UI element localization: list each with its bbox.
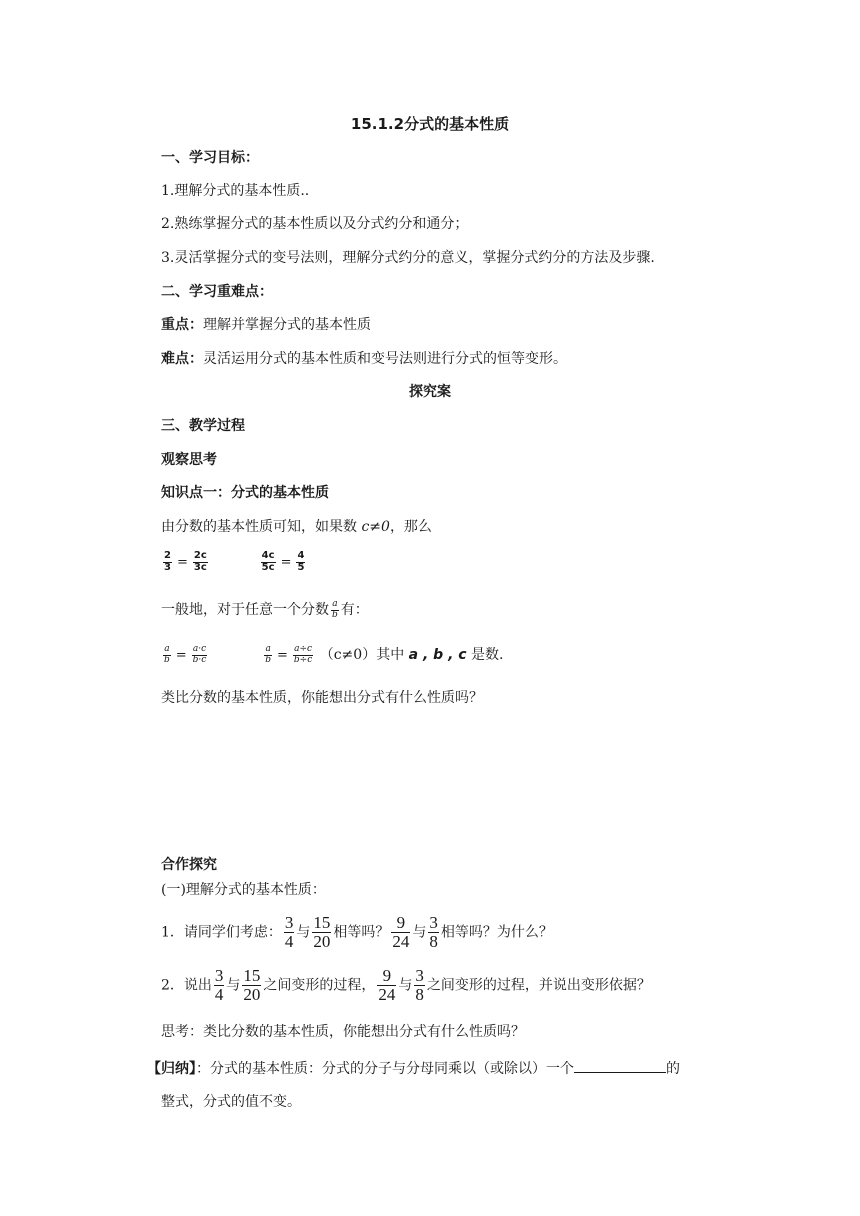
- cooperation-heading: 合作探究: [161, 857, 217, 873]
- summary-end: 的: [666, 1061, 680, 1077]
- section-heading-key-points: 二、学习重难点：: [161, 284, 273, 300]
- rule-variables: a , b , c: [408, 647, 467, 663]
- fraction: $\frac{a}{b}$: [265, 644, 272, 665]
- intro-tail: ，那么: [389, 519, 432, 535]
- summary-text: ：分式的基本性质：分式的分子与分母同乘以（或除以）一个: [196, 1061, 574, 1077]
- fraction: $\frac{a\div c}{b\div c}$: [293, 644, 313, 665]
- fraction: $\frac{2}{3}$: [164, 550, 171, 573]
- intro-text: 由分数的基本性质可知，如果数: [161, 519, 357, 535]
- rule-tail-text: 其中: [376, 647, 405, 663]
- fill-in-blank[interactable]: [574, 1058, 666, 1073]
- general-text: 一般地，对于任意一个分数: [161, 602, 329, 618]
- summary-label: 【归纳】: [147, 1061, 196, 1077]
- fraction: $\frac{3}{4}$: [284, 913, 294, 951]
- difficult-point: [161, 349, 567, 369]
- key-point-text: 理解并掌握分式的基本性质: [203, 317, 371, 333]
- rule-condition: （c≠0）: [319, 647, 377, 663]
- observe-heading: 观察思考: [161, 452, 217, 468]
- fraction: $\frac{9}{24}$: [378, 966, 396, 1004]
- summary-line-2: 整式，分式的值不变。: [161, 1094, 301, 1110]
- section-heading-process: 三、教学过程: [161, 418, 245, 434]
- fraction: $\frac{a}{b}$: [164, 644, 170, 665]
- fraction: $\frac{a\cdot c}{b\cdot c}$: [192, 644, 207, 665]
- difficult-point-label: 难点：: [161, 351, 203, 367]
- fraction: $\frac{15}{20}$: [243, 966, 261, 1004]
- key-point: [161, 315, 371, 335]
- goal-item-2: 2.熟练掌握分式的基本性质以及分式约分和通分；: [161, 216, 469, 232]
- general-tail: 有：: [340, 602, 369, 618]
- question-2: 2．说出 $\frac{3}{4}$ 与 $\frac{15}{20}$ 之间变形的过程， $\frac{9}{24}$ 与 $\frac{3}{8}$ 之间变形的过程，并说出变形依据？: [161, 966, 651, 1004]
- fraction: $\frac{a}{b}$: [332, 599, 338, 620]
- intro-sentence: [161, 517, 432, 537]
- knowledge-point-heading: 知识点一：分式的基本性质: [161, 485, 329, 501]
- summary-line-1: [147, 1058, 680, 1079]
- key-point-label: 重点：: [161, 317, 203, 333]
- fraction-rules: $\frac{a}{b}$ = $\frac{a\cdot c}{b\cdot c}$ $\frac{a}{b}$ = $\frac{a\div c}{b\div c}$ （c≠0）其中 a , b , c 是数.: [164, 644, 504, 665]
- fraction: $\frac{4c}{5c}$: [261, 550, 275, 573]
- fraction: $\frac{3}{4}$: [214, 966, 224, 1004]
- fraction: $\frac{2c}{3c}$: [193, 550, 207, 573]
- page-title: 15.1.2分式的基本性质: [350, 115, 510, 133]
- fraction: $\frac{4}{5}$: [297, 550, 305, 573]
- general-sentence: [161, 600, 369, 620]
- difficult-point-text: 灵活运用分式的基本性质和变号法则进行分式的恒等变形。: [203, 351, 567, 367]
- section-heading-goals: 一、学习目标：: [161, 150, 259, 166]
- explore-heading: 探究案: [409, 384, 451, 400]
- fraction: $\frac{15}{20}$: [313, 913, 331, 951]
- goal-item-3: 3.灵活掌握分式的变号法则，理解分式约分的意义，掌握分式约分的方法及步骤.: [161, 250, 655, 266]
- fraction-equations: $\frac{2}{3}$ = $\frac{2c}{3c}$ $\frac{4c}{5c}$ = $\frac{4}{5}$: [164, 550, 305, 573]
- analogy-question: 类比分数的基本性质，你能想出分式有什么性质吗？: [161, 690, 483, 706]
- goal-item-1: 1.理解分式的基本性质..: [161, 183, 310, 199]
- cooperation-subheading: (一)理解分式的基本性质：: [161, 882, 326, 898]
- intro-condition: c≠0: [361, 519, 390, 535]
- think-question: 思考：类比分数的基本性质，你能想出分式有什么性质吗？: [161, 1024, 525, 1040]
- fraction: $\frac{3}{8}$: [429, 913, 438, 951]
- fraction: $\frac{3}{8}$: [415, 966, 424, 1004]
- rule-tail-end: 是数.: [471, 647, 504, 663]
- fraction: $\frac{9}{24}$: [392, 913, 410, 951]
- question-1: 1．请同学们考虑： $\frac{3}{4}$ 与 $\frac{15}{20}$ 相等吗？ $\frac{9}{24}$ 与 $\frac{3}{8}$ 相等吗？为什么？: [161, 913, 553, 951]
